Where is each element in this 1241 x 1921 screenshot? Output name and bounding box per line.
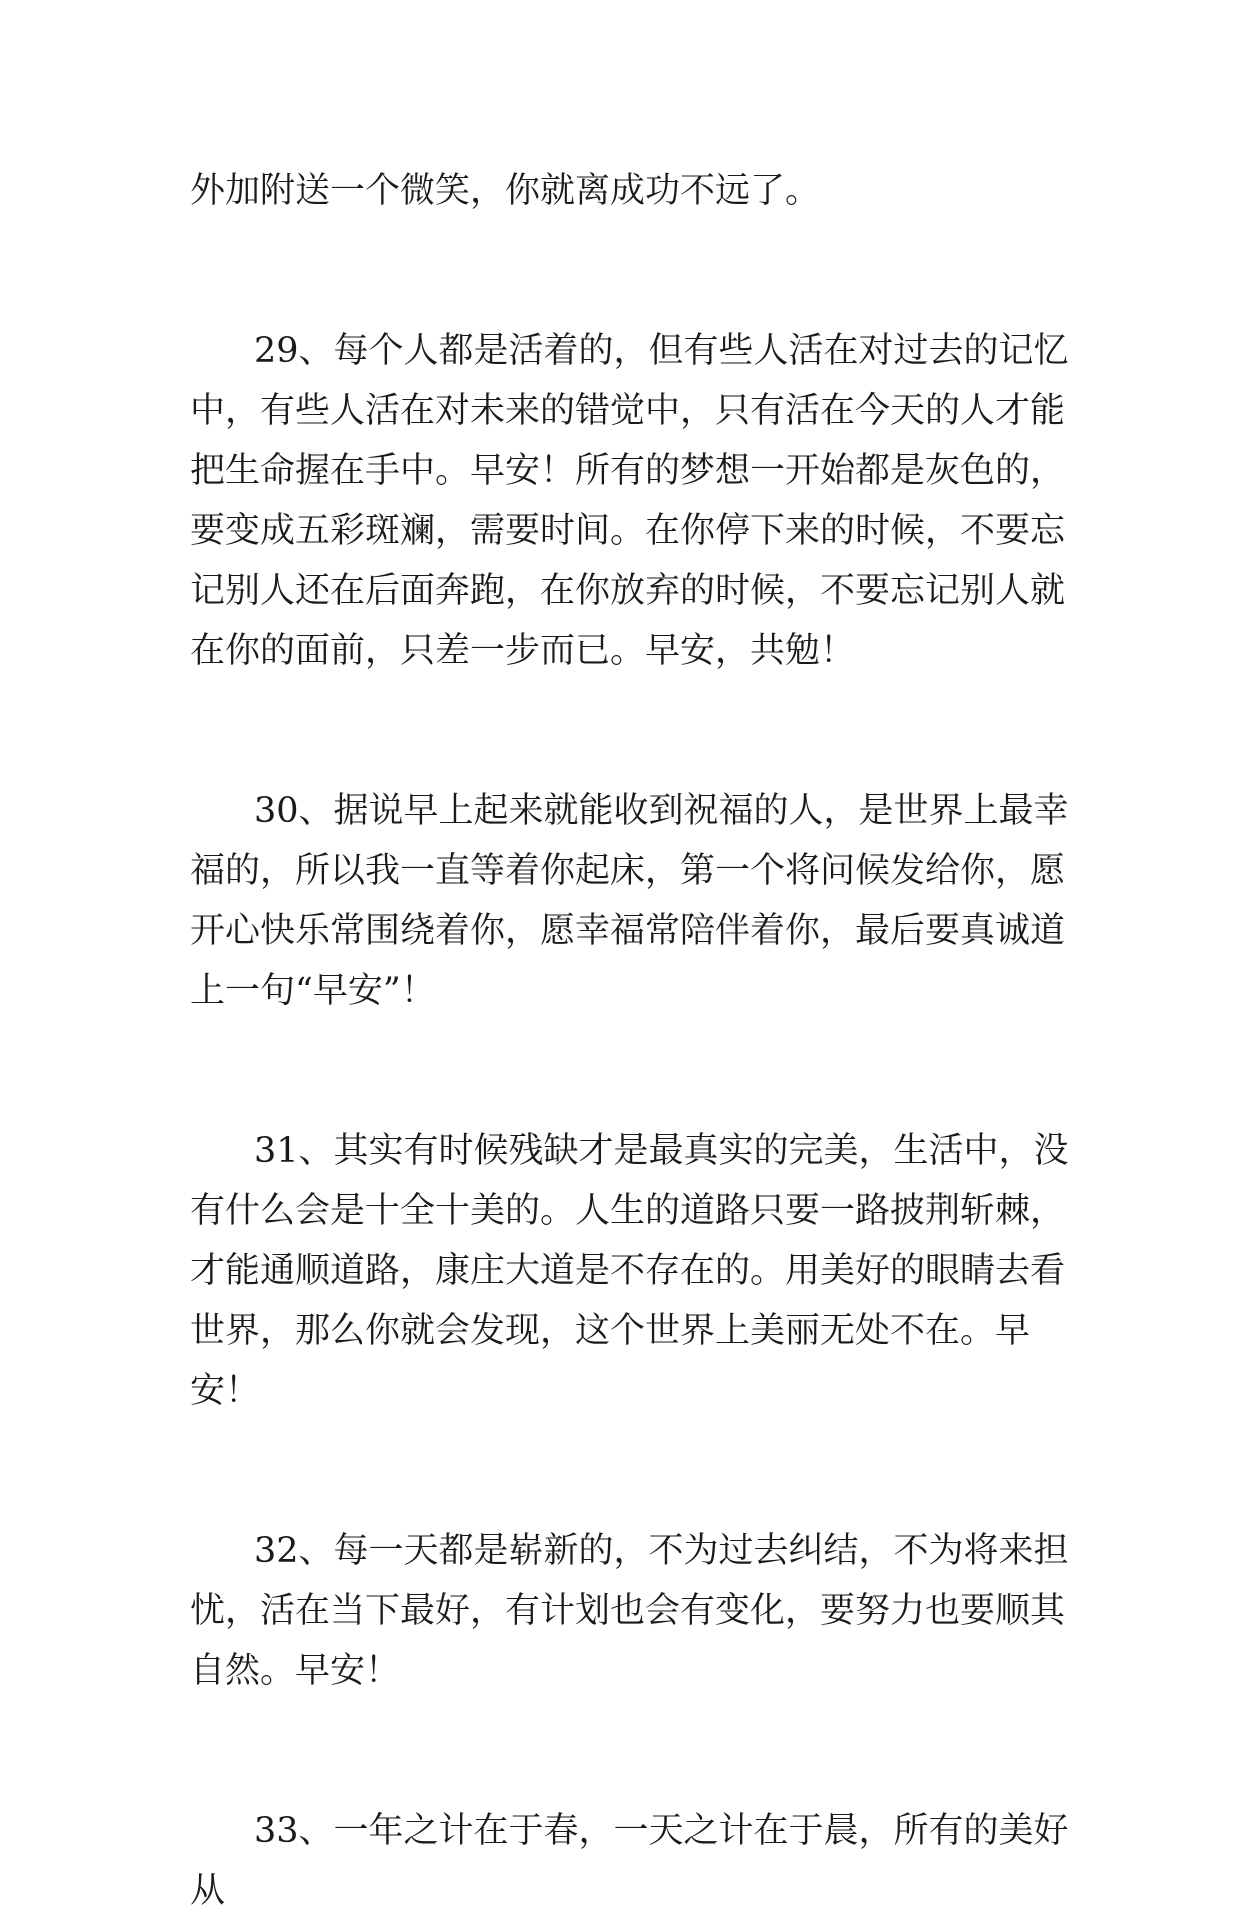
- paragraph-29: 29、每个人都是活着的，但有些人活在对过去的记忆中，有些人活在对未来的错觉中，只有活在今天的人才能把生命握在手中。早安！所有的梦想一开始都是灰色的，要变成五彩斑斓，需要时间。在你停下来的时候，不要忘记别人还在后面奔跑，在你放弃的时候，不要忘记别人就在你的面前，只差一步而已。早安，共勉！: [190, 331, 1069, 671]
- paragraph-continuation: 外加附送一个微笑，你就离成功不远了。: [190, 171, 821, 211]
- paragraph-31: 31、其实有时候残缺才是最真实的完美，生活中，没有什么会是十全十美的。人生的道路只要一路披荆斩棘，才能通顺道路，康庄大道是不存在的。用美好的眼睛去看世界，那么你就会发现，这个世界上美丽无处不在。早安！: [190, 1131, 1069, 1411]
- paragraph-30: 30、据说早上起来就能收到祝福的人，是世界上最幸福的，所以我一直等着你起床，第一个将问候发给你，愿开心快乐常围绕着你，愿幸福常陪伴着你，最后要真诚道上一句“早安”！: [190, 791, 1069, 1011]
- paragraph-32: 32、每一天都是崭新的，不为过去纠结，不为将来担忧，活在当下最好，有计划也会有变化，要努力也要顺其自然。早安！: [190, 1531, 1069, 1691]
- paragraph-gap: [190, 221, 1070, 321]
- paragraph-gap: [190, 1021, 1070, 1121]
- paragraph-33: 33、一年之计在于春，一天之计在于晨，所有的美好从: [190, 1811, 1069, 1911]
- paragraph-gap: [190, 681, 1070, 781]
- paragraph-gap: [190, 1701, 1070, 1801]
- paragraph-gap: [190, 1421, 1070, 1521]
- document-body: [190, 161, 1070, 1921]
